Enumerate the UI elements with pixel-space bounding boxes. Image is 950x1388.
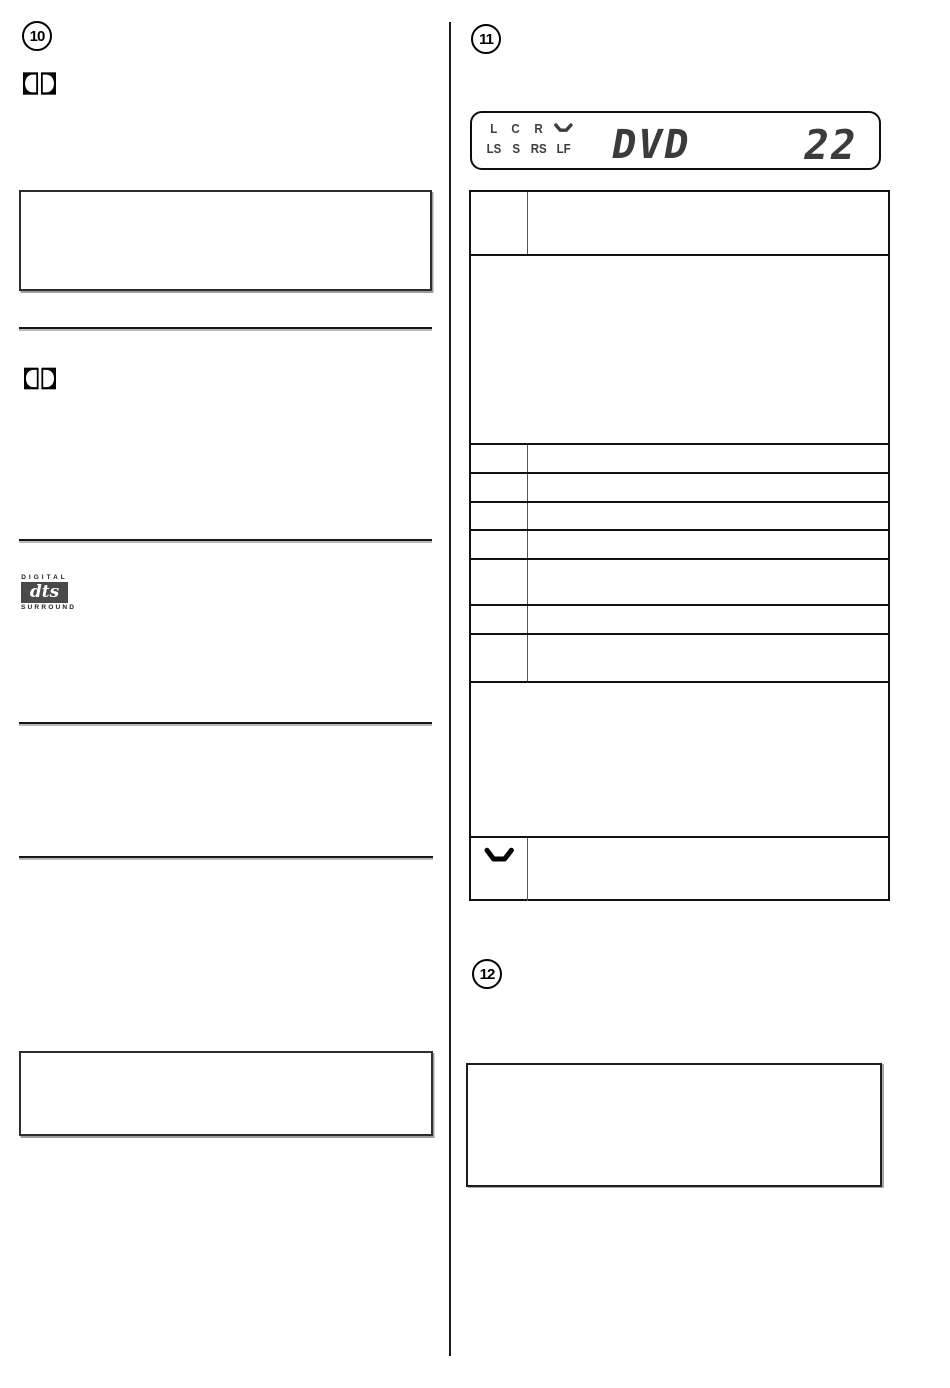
display-volume-readout: 22 <box>799 121 862 169</box>
table-row <box>471 445 888 474</box>
table-row <box>471 474 888 503</box>
display-source-readout: DVD <box>607 122 695 168</box>
table-row-fullwidth <box>471 683 888 838</box>
note-box-right-bottom <box>466 1063 882 1187</box>
table-row <box>471 635 888 683</box>
table-cell-desc <box>471 256 888 443</box>
section-11-marker <box>471 24 501 54</box>
section-rule-2 <box>19 539 432 541</box>
table-cell-label <box>471 606 528 633</box>
dts-logo-wordmark: dts <box>21 582 68 603</box>
section-11-number: 11 <box>479 30 493 48</box>
table-cell-label <box>471 445 528 472</box>
section-12-marker <box>472 959 502 989</box>
table-row <box>471 531 888 560</box>
table-cell-desc <box>528 606 888 633</box>
dts-logo-bottom-text: SURROUND <box>21 604 77 611</box>
channel-indicator-L: L <box>489 122 498 136</box>
note-box-left-bottom <box>19 1051 433 1136</box>
table-cell-label <box>471 531 528 558</box>
table-cell-desc <box>528 474 888 501</box>
table-cell-desc <box>528 635 888 681</box>
dolby-double-d-icon <box>23 72 56 100</box>
section-rule-4 <box>19 856 433 858</box>
channel-indicator-LS: LS <box>486 142 501 156</box>
section-12-number: 12 <box>479 965 495 983</box>
table-cell-desc <box>528 503 888 529</box>
dolby-double-d-icon <box>24 366 56 396</box>
table-cell-desc <box>471 683 888 836</box>
table-cell-label <box>471 474 528 501</box>
table-cell-label <box>471 838 528 901</box>
channel-indicator-C: C <box>511 122 521 136</box>
note-box-left-top <box>19 190 432 291</box>
table-cell-label <box>471 560 528 604</box>
table-row <box>471 838 888 901</box>
section-10-number: 10 <box>29 27 45 45</box>
channel-indicator-RS: RS <box>530 142 547 156</box>
table-cell-desc <box>528 838 888 901</box>
column-divider <box>449 22 451 1356</box>
surround-mode-table <box>469 190 890 901</box>
table-row-fullwidth <box>471 256 888 445</box>
section-rule-1 <box>19 327 432 329</box>
table-cell-desc <box>528 531 888 558</box>
dts-digital-surround-logo <box>21 574 77 611</box>
section-10-marker <box>22 21 52 51</box>
channel-indicator-LF: LF <box>556 142 571 156</box>
channel-indicator-grid <box>482 120 577 156</box>
speaker-curve-icon <box>471 847 527 864</box>
channel-indicator-S: S <box>512 142 520 156</box>
table-cell-desc <box>528 445 888 472</box>
table-cell-desc <box>528 560 888 604</box>
table-cell-label <box>471 635 528 681</box>
channel-indicator-R: R <box>534 122 543 136</box>
table-cell-desc <box>528 192 888 254</box>
table-cell-label <box>471 503 528 529</box>
table-cell-label <box>471 192 528 254</box>
section-rule-3 <box>19 722 432 724</box>
dts-logo-top-text: DIGITAL <box>21 574 68 581</box>
speaker-curve-icon <box>554 120 573 138</box>
table-row <box>471 560 888 606</box>
table-row <box>471 192 888 256</box>
table-row <box>471 606 888 635</box>
table-row <box>471 503 888 531</box>
front-panel-display <box>470 111 881 170</box>
